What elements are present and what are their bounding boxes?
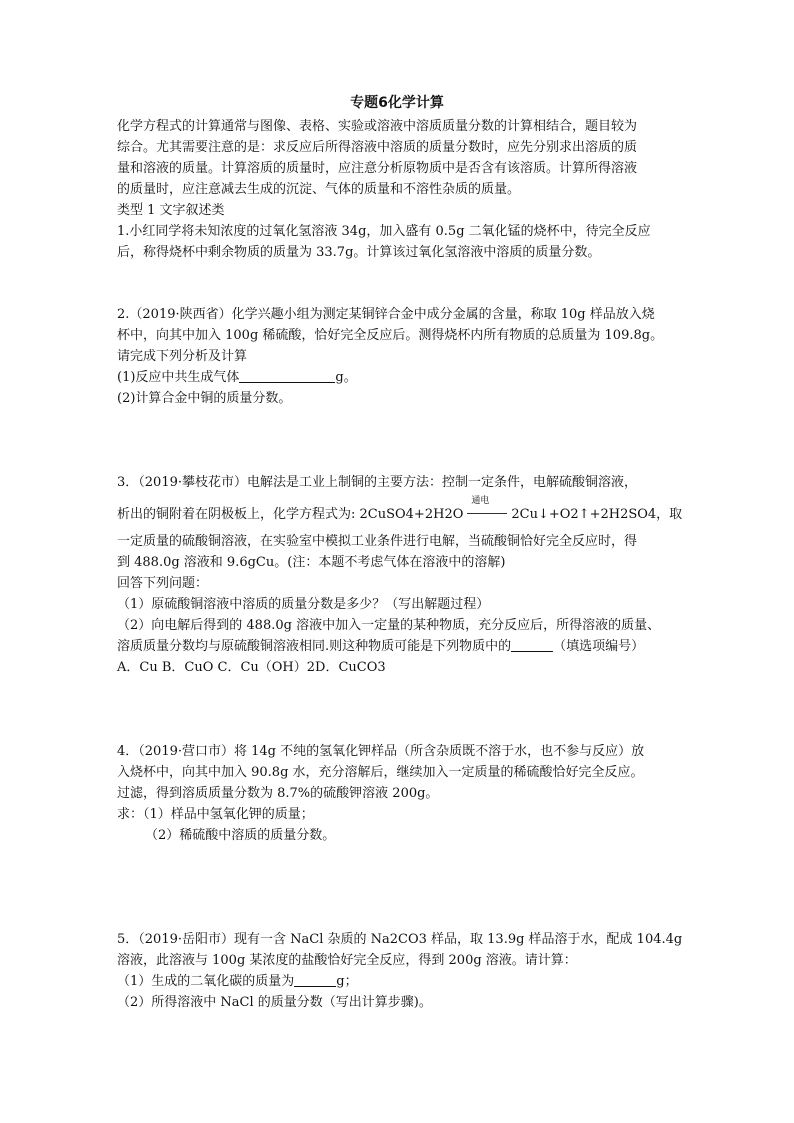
question-3-options: A．Cu B．CuO C．Cu（OH）2D．CuCO3 (117, 660, 386, 675)
question-1-line: 后，称得烧杯中剩余物质的质量为 33.7g。计算该过氧化氢溶液中溶质的质量分数。 (117, 245, 601, 260)
question-4-line: 过滤，得到溶质质量分数为 8.7%的硫酸钾溶液 200g。 (117, 786, 439, 801)
q2-part1-prefix: (1)反应中共生成气体 (117, 370, 240, 385)
question-3-line: （1）原硫酸铜溶液中溶质的质量分数是多少？（写出解题过程） (117, 597, 490, 612)
equation-right: 2Cu↓+O2↑+2H2SO4，取 (511, 507, 683, 522)
answer-blank (294, 972, 336, 987)
q5-part1-suffix: g； (336, 974, 358, 989)
question-3-line (117, 637, 644, 657)
question-2-part-2: (2)计算合金中铜的质量分数。 (117, 391, 292, 406)
reaction-arrow (467, 496, 507, 521)
question-2-line: 请完成下列分析及计算 (117, 349, 248, 364)
question-5-line: 溶液，此溶液与 100g 某浓度的盐酸恰好完全反应，得到 200g 溶液。请计算： (117, 953, 577, 968)
intro-line: 量和溶液的质量。计算溶质的质量时，应注意分析原物质中是否含有该溶质。计算所得溶液 (117, 161, 638, 176)
question-5-part-2: （2）所得溶液中 NaCl 的质量分数（写出计算步骤)。 (117, 995, 432, 1010)
question-5-part-1 (117, 972, 358, 992)
question-2-line: 杯中，向其中加入 100g 稀硫酸，恰好完全反应后。测得烧杯内所有物质的总质量为 109.8g。 (117, 328, 664, 343)
question-3-line: 回答下列问题： (117, 576, 209, 591)
question-3-line: 到 488.0g 溶液和 9.6gCu。(注：本题不考虑气体在溶液中的溶解) (117, 555, 506, 570)
answer-blank (239, 368, 335, 383)
reaction-bar (467, 513, 507, 514)
intro-line: 化学方程式的计算通常与图像、表格、实验或溶液中溶质质量分数的计算相结合，题目较为 (117, 119, 638, 134)
equation-left: 析出的铜附着在阴极板上，化学方程式为: 2CuSO4+2H2O (117, 507, 464, 522)
question-4-line: 入烧杯中，向其中加入 90.8g 水，充分溶解后，继续加入一定质量的稀硫酸恰好完全反应。 (117, 765, 644, 780)
intro-line: 的质量时，应注意减去生成的沉淀、气体的质量和不溶性杂质的质量。 (117, 182, 521, 197)
question-4-line: （2）稀硫酸中溶质的质量分数。 (145, 828, 336, 843)
question-1-line: 1.小红同学将未知浓度的过氧化氢溶液 34g，加入盛有 0.5g 二氧化锰的烧杯中，待完全反应 (117, 224, 651, 239)
q2-part1-suffix: g。 (335, 370, 357, 385)
intro-line: 综合。尤其需要注意的是：求反应后所得溶液中溶质的质量分数时，应先分别求出溶质的质 (117, 140, 638, 155)
q3-line-suffix: （填选项编号） (553, 639, 645, 654)
reaction-condition: 通电 (471, 496, 490, 506)
question-3-line: 3．（2019·攀枝花市）电解法是工业上制铜的主要方法：控制一定条件，电解硫酸铜溶液， (117, 475, 637, 490)
answer-blank (511, 637, 553, 652)
question-3-equation-line (117, 496, 683, 525)
question-4-line: 求：（1）样品中氢氧化钾的质量； (117, 807, 314, 822)
page-title: 专题6化学计算 (350, 95, 444, 111)
question-3-line: 一定质量的硫酸铜溶液，在实验室中模拟工业条件进行电解，当硫酸铜恰好完全反应时，得 (117, 534, 638, 549)
question-2-part-1 (117, 368, 357, 388)
q3-line-prefix: 溶质质量分数均与原硫酸铜溶液相同.则这种物质可能是下列物质中的 (117, 639, 512, 654)
question-2-line: 2.（2019·陕西省）化学兴趣小组为测定某铜锌合金中成分金属的含量，称取 10g 样品放入烧 (117, 307, 655, 322)
question-3-line: （2）向电解后得到的 488.0g 溶液中加入一定量的某种物质，充分反应后，所得溶液的质量、 (117, 618, 661, 633)
section-heading: 类型 1 文字叙述类 (117, 203, 225, 218)
question-5-line: 5．（2019·岳阳市）现有一含 NaCl 杂质的 Na2CO3 样品，取 13.9g 样品溶于水，配成 104.4g (117, 932, 683, 947)
question-4-line: 4．（2019·营口市）将 14g 不纯的氢氧化钾样品（所含杂质既不溶于水，也不参与反应）放 (117, 744, 645, 759)
q5-part1-prefix: （1）生成的二氧化碳的质量为 (117, 974, 295, 989)
